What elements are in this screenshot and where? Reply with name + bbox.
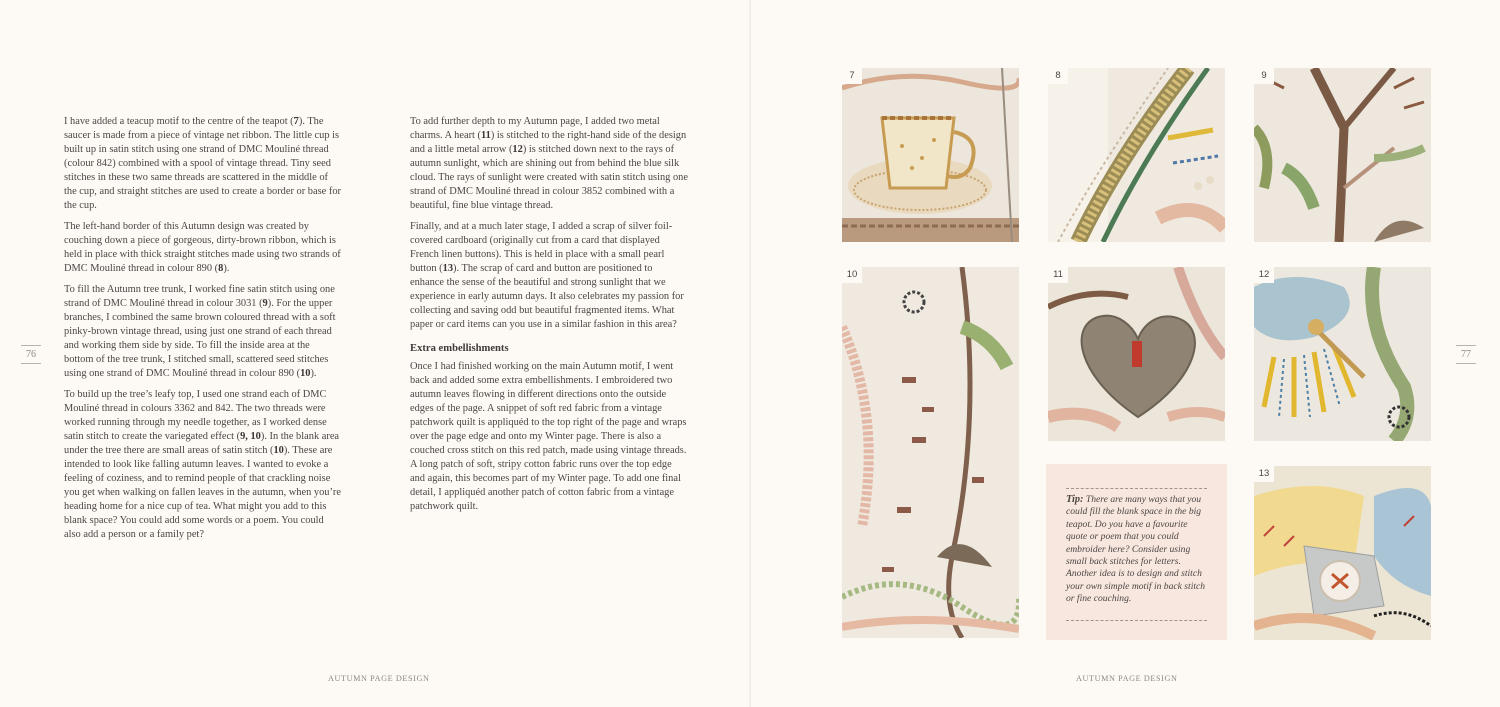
running-footer-left: AUTUMN PAGE DESIGN (328, 674, 430, 683)
figure-number-12: 12 (1254, 267, 1274, 283)
page-number-right: 77 (1456, 342, 1476, 367)
figure-number-7: 7 (842, 68, 862, 84)
subheading-extra-embellishments: Extra embellishments (410, 343, 509, 354)
text-column-2 (410, 115, 688, 521)
paragraph-charms: To add further depth to my Autumn page, I added two metal charms. A heart (11) is stitched to the right-hand side of the design and a little metal arrow (12) is stitched down next to the rays of autumn sunlight, which are shining out from behind the blue silk cloud. The rays of sunlight were created with satin stitch using one strand of DMC Mouliné thread in colour 3852 combined with a beautiful, fine blue vintage thread. (410, 116, 688, 211)
figure-number-13: 13 (1254, 466, 1274, 482)
tip-box (1046, 464, 1227, 640)
running-footer-right: AUTUMN PAGE DESIGN (1076, 674, 1178, 683)
figure-number-11: 11 (1048, 267, 1068, 283)
photo-pearl-button (1254, 466, 1431, 640)
photo-metal-heart-charm (1048, 267, 1225, 441)
figure-number-10: 10 (842, 267, 862, 283)
photo-couched-ribbon-border (1048, 68, 1225, 242)
figure-number-8: 8 (1048, 68, 1068, 84)
photo-teacup-embroidery (842, 68, 1019, 242)
paragraph-border: The left-hand border of this Autumn design was created by couching down a piece of gorgeous, dirty-brown ribbon, which is held in place with thick straight stitches made using two strands of DMC Mouliné thread in colour 890 (8). (64, 221, 341, 274)
paragraph-teacup: I have added a teacup motif to the centre of the teapot (7). The saucer is made from a piece of vintage net ribbon. The little cup is built up in satin stitch using one strand of DMC Mouliné thread (colour 842) combined with a spool of vintage thread. Tiny seed stitches in these two same threads are scattered in the middle of the cup, and straight stitches are used to create a border or base for the cup. (64, 116, 341, 211)
tip-label: Tip: (1066, 494, 1084, 505)
photo-metal-arrow-sunrays (1254, 267, 1431, 441)
photo-falling-leaves (842, 267, 1019, 638)
tip-rule-top (1066, 488, 1207, 489)
paragraph-embellishments: Once I had finished working on the main Autumn motif, I went back and added some extra embellishments. I embroidered two autumn leaves flowing in different directions onto the outside edges of the page. A snippet of soft red fabric from a vintage patchwork quilt is appliquéd to the top right of the page and wraps over the page edge and onto my Winter page. There is also a couched cross stitch on this red patch, made using vintage threads. A long patch of soft, stripy cotton fabric runs over the top edge and again, this becomes part of my Winter page. To add one final detail, I appliquéd another patch of cotton fabric from a vintage patchwork quilt. (410, 361, 687, 512)
tip-text: Tip: There are many ways that you could fill the blank space in the big teapot. Do you have a favourite quote or poem that you could embroider here? Consider using small back stitches for letters. Another idea is to design and stitch your own simple motif in back stitch or fine couching. (1066, 494, 1206, 605)
paragraph-foil-card: Finally, and at a much later stage, I added a scrap of silver foil-covered cardboard (originally cut from a card that displayed French linen buttons). This is held in place with a small pearl button (13). The scrap of card and button are positioned to enhance the sense of the beautiful and strong sunlight that we experience in early autumn days. It also celebrates my passion for collecting and saving odd but beautiful fragmented items. What paper or card items can you use in a similar fashion in this area? (410, 221, 684, 330)
paragraph-tree-trunk: To fill the Autumn tree trunk, I worked fine satin stitch using one strand of DMC Mouliné thread in colour 3031 (9). For the upper branches, I combined the same brown coloured thread with a soft pinky-brown vintage thread, using just one strand of each thread and working them side by side. To fill the inside area at the bottom of the tree trunk, I stitched small, scattered seed stitches using one strand of DMC Mouliné thread in colour 890 (10). (64, 284, 336, 379)
paragraph-leafy-top: To build up the tree’s leafy top, I used one strand each of DMC Mouliné thread in colours 3362 and 842. The two threads were worked running through my needle together, as I worked dense satin stitch to create the variegated effect (9, 10). In the blank area under the tree there are small areas of satin stitch (10). These are intended to look like falling autumn leaves. I wanted to evoke a feeling of coziness, and to remind people of that crackling noise you get when walking on fallen leaves in the autumn, when you’re heading home for a nice cup of tea. What might you add to this blank space? You could add some words or a poem. You could also add a person or a family pet? (64, 389, 342, 540)
page-gutter (749, 0, 751, 707)
figure-number-9: 9 (1254, 68, 1274, 84)
photo-tree-trunk (1254, 68, 1431, 242)
tip-rule-bottom (1066, 620, 1207, 621)
text-column-1 (64, 115, 341, 549)
page-number-left: 76 (21, 342, 41, 367)
